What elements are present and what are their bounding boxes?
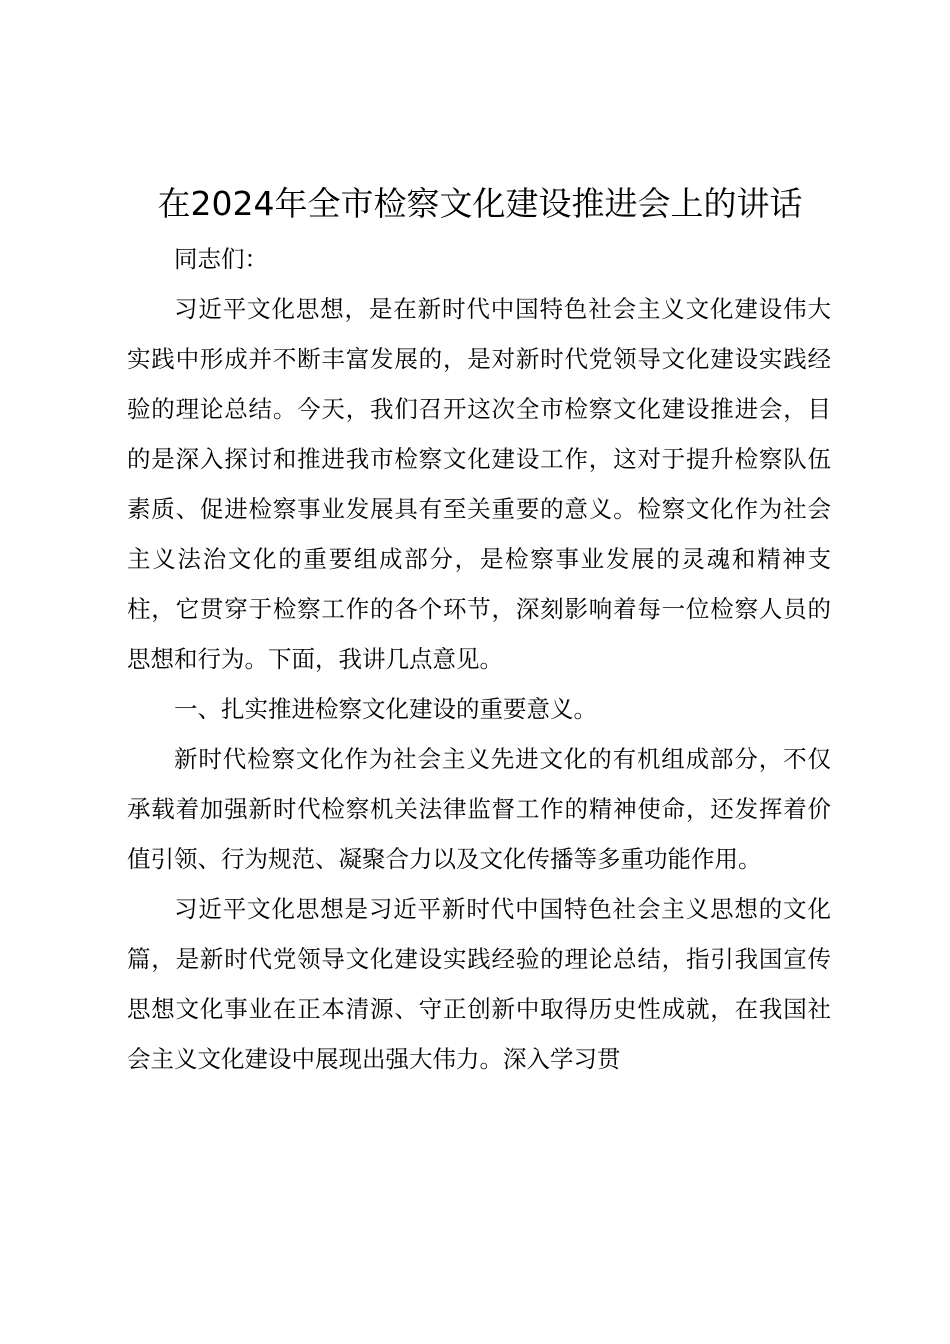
section-1-paragraph-1: 新时代检察文化作为社会主义先进文化的有机组成部分，不仅承载着加强新时代检察机关法律监督工作的精神使命，还发挥着价值引领、行为规范、凝聚合力以及文化传播等多重功能作用。 xyxy=(127,745,831,873)
section-1-paragraph-2: 习近平文化思想是习近平新时代中国特色社会主义思想的文化篇，是新时代党领导文化建设实践经验的理论总结，指引我国宣传思想文化事业在正本清源、守正创新中取得历史性成就，在我国社会主义文化建设中展现出强大伟力。深入学习贯 xyxy=(127,895,831,1073)
section-heading-1: 一、扎实推进检察文化建设的重要意义。 xyxy=(174,695,597,723)
document-body xyxy=(127,234,831,1084)
intro-paragraph: 习近平文化思想，是在新时代中国特色社会主义文化建设伟大实践中形成并不断丰富发展的，是对新时代党领导文化建设实践经验的理论总结。今天，我们召开这次全市检察文化建设推进会，目的是深入探讨和推进我市检察文化建设工作，这对于提升检察队伍素质、促进检察事业发展具有至关重要的意义。检察文化作为社会主义法治文化的重要组成部分，是检察事业发展的灵魂和精神支柱，它贯穿于检察工作的各个环节，深刻影响着每一位检察人员的思想和行为。下面，我讲几点意见。 xyxy=(127,295,831,673)
document-title: 在2024年全市检察文化建设推进会上的讲话 xyxy=(157,184,803,223)
salutation: 同志们： xyxy=(174,245,268,273)
